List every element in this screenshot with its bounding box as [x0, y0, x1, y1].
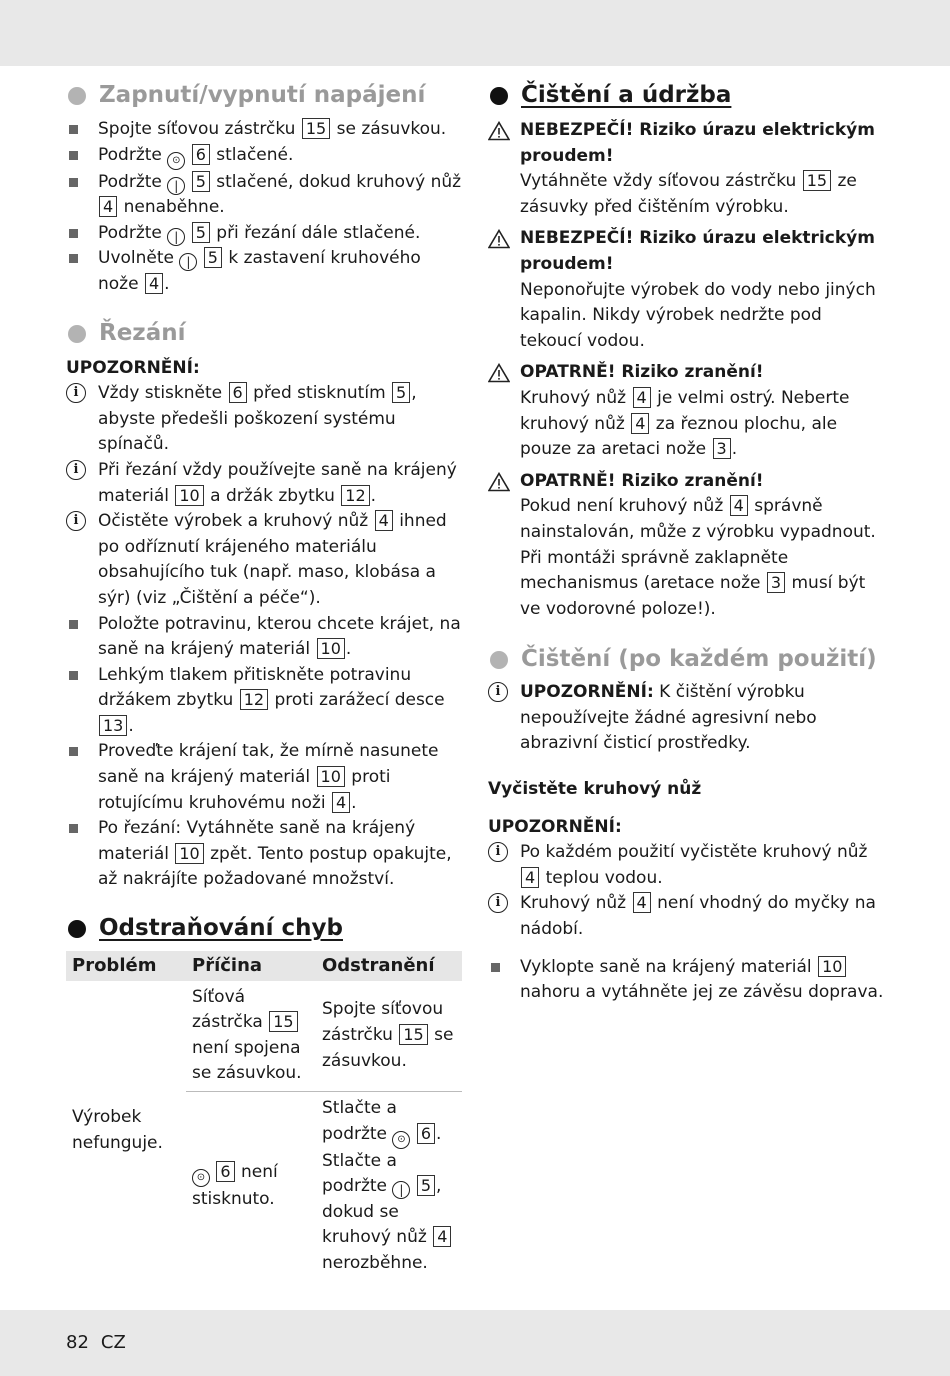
warning-triangle-icon	[488, 121, 510, 141]
square-bullet-icon	[69, 824, 78, 833]
cause-cell	[186, 981, 316, 1092]
info-note	[66, 381, 462, 458]
warning-block	[488, 360, 886, 462]
text-segment: nahoru a vytáhněte jej ze závěsu doprava.	[520, 982, 884, 1003]
square-bullet-icon	[69, 151, 78, 160]
part-number-badge: 5	[417, 1175, 435, 1196]
text-segment: teplou vodou.	[540, 867, 663, 888]
part-number-badge: 4	[633, 892, 651, 913]
warning-triangle-icon	[488, 229, 510, 249]
text-segment	[410, 1176, 415, 1196]
right-column	[488, 78, 886, 1006]
info-note	[488, 840, 886, 891]
text-segment: Očistěte výrobek a kruhový nůž	[98, 511, 374, 532]
text-segment	[210, 1162, 215, 1182]
text-segment: je velmi ostrý. Neberte kruhový nůž	[520, 387, 850, 434]
fix-cell	[316, 1092, 462, 1281]
col-header-problem: Problém	[66, 951, 186, 981]
power-button-icon: |	[167, 177, 185, 195]
part-number-badge: 6	[229, 382, 247, 403]
col-header-fix: Odstranění	[316, 951, 462, 981]
part-number-badge: 6	[216, 1161, 234, 1182]
text-segment: se zásuvkou.	[322, 1025, 454, 1071]
info-icon: i	[66, 383, 86, 403]
part-number-badge: 10	[175, 843, 203, 864]
part-number-badge: 6	[417, 1123, 435, 1144]
power-button-icon: |	[392, 1181, 410, 1199]
warning-block	[488, 469, 886, 623]
part-number-badge: 4	[375, 510, 393, 531]
warning-heading: NEBEZPEČÍ! Riziko úrazu elektrickým proudem!	[520, 228, 875, 274]
info-note	[66, 509, 462, 611]
bullet-dot-icon	[490, 651, 508, 669]
text-segment: není vhodný do myčky na nádobí.	[520, 893, 876, 940]
part-number-badge: 4	[433, 1226, 451, 1247]
bullet-dot-icon	[68, 325, 86, 343]
text-segment: Spojte síťovou zástrčku	[98, 119, 301, 139]
part-number-badge: 10	[818, 956, 846, 977]
part-number-badge: 15	[803, 170, 831, 191]
bullet-dot-icon	[68, 87, 86, 105]
text-segment: není spojena se zásuvkou.	[192, 1037, 302, 1084]
list-item	[66, 221, 462, 247]
list-item	[66, 663, 462, 740]
list-item	[66, 170, 462, 221]
power-button-icon: |	[167, 228, 185, 246]
part-number-badge: 3	[767, 572, 785, 593]
square-bullet-icon	[69, 254, 78, 263]
warning-text	[520, 494, 886, 622]
text-segment: Uvolněte	[98, 248, 180, 269]
part-number-badge: 5	[204, 247, 222, 268]
note-label: UPOZORNĚNÍ:	[488, 816, 622, 837]
warning-block	[488, 226, 886, 354]
text-segment: .	[345, 639, 352, 660]
info-note	[488, 891, 886, 942]
info-icon: i	[66, 460, 86, 480]
part-number-badge: 4	[730, 495, 748, 516]
warning-list	[488, 118, 886, 622]
key-button-icon: ⊙	[392, 1131, 410, 1149]
page-number: 82	[66, 1332, 89, 1353]
top-band	[0, 0, 950, 66]
bullet-dot-icon	[490, 87, 508, 105]
part-number-badge: 4	[633, 387, 651, 408]
part-number-badge: 15	[399, 1024, 427, 1045]
warning-text	[520, 169, 886, 220]
text-segment: Neponořujte výrobek do vody nebo jiných kapalin. Nikdy výrobek nedržte pod tekoucí vodou.	[520, 279, 876, 351]
part-number-badge: 4	[145, 273, 163, 294]
section-heading-cleaning: Čištění a údržba	[488, 78, 886, 112]
text-segment: Podržte	[98, 222, 168, 243]
text-segment	[185, 145, 190, 165]
text-segment: . Stlačte a podržte	[322, 1123, 442, 1197]
text-segment: Pokud není kruhový nůž	[520, 496, 729, 517]
warning-text	[520, 386, 886, 463]
part-number-badge: 4	[332, 792, 350, 813]
text-segment: nenaběhne.	[118, 197, 225, 218]
text-segment: Kruhový nůž	[520, 387, 632, 408]
power-button-icon: |	[179, 253, 197, 271]
part-number-badge: 4	[99, 196, 117, 217]
bullet-dot-icon	[68, 920, 86, 938]
text-segment: Vždy stiskněte	[98, 383, 228, 404]
part-number-badge: 5	[192, 171, 210, 192]
part-number-badge: 10	[317, 766, 345, 787]
warning-block	[488, 118, 886, 220]
warning-triangle-icon	[488, 363, 510, 383]
section-heading-cutting: Řezání	[66, 316, 462, 350]
key-button-icon: ⊙	[167, 152, 185, 170]
language-code: CZ	[100, 1332, 126, 1353]
list-item	[66, 143, 462, 170]
text-segment: .	[128, 715, 134, 736]
cause-cell	[186, 1092, 316, 1281]
warning-heading: NEBEZPEČÍ! Riziko úrazu elektrickým proudem!	[520, 120, 875, 166]
text-segment: se zásuvkou.	[331, 119, 447, 139]
warning-heading: OPATRNĚ! Riziko zranění!	[520, 362, 764, 383]
blade-notes	[488, 840, 886, 942]
left-column	[66, 78, 462, 1281]
warning-heading: OPATRNĚ! Riziko zranění!	[520, 470, 764, 491]
warning-triangle-icon	[488, 472, 510, 492]
text-segment: ze zásuvky před čištěním výrobku.	[520, 171, 857, 217]
square-bullet-icon	[69, 620, 78, 629]
info-icon: i	[488, 842, 508, 862]
text-segment: Položte potravinu, kterou chcete krájet, na saně na krájený materiál	[98, 613, 461, 660]
page-footer	[66, 1332, 138, 1353]
section-heading-troubleshooting: Odstraňování chyb	[66, 911, 462, 945]
text-segment: Kruhový nůž	[520, 893, 632, 914]
power-steps-list	[66, 117, 462, 298]
text-segment: Spojte síťovou zástrčku	[322, 999, 444, 1046]
list-item	[66, 739, 462, 816]
text-segment: před stisknutím	[247, 383, 392, 404]
part-number-badge: 3	[713, 438, 731, 459]
section-heading-power: Zapnutí/vypnutí napájení	[66, 78, 462, 112]
text-segment: Při řezání vždy používejte saně na krájený materiál	[98, 459, 457, 506]
text-segment: zpět. Tento postup opakujte, až nakrájíte požadované množství.	[98, 843, 452, 890]
square-bullet-icon	[69, 178, 78, 187]
cutting-notes	[66, 381, 462, 611]
text-segment	[197, 248, 202, 268]
text-segment: k zastavení kruhového nože	[98, 248, 421, 294]
table-header-row	[66, 951, 462, 981]
key-button-icon: ⊙	[192, 1169, 210, 1187]
square-bullet-icon	[69, 125, 78, 134]
text-segment: Po každém použití vyčistěte kruhový nůž	[520, 842, 868, 863]
part-number-badge: 6	[192, 144, 210, 165]
list-item	[66, 612, 462, 663]
text-segment: není stisknuto.	[192, 1161, 278, 1209]
text-segment: Proveďte krájení tak, že mírně nasunete saně na krájený materiál	[98, 741, 439, 788]
text-segment: Lehkým tlakem přitiskněte potravinu držákem zbytku	[98, 664, 412, 711]
text-segment: stlačené.	[210, 144, 294, 165]
text-segment: správně nainstalován, může z výrobku vypadnout. Při montáži správně zaklapněte mechanismus (aretace nože	[520, 496, 876, 594]
text-segment: , dokud se kruhový nůž	[322, 1176, 442, 1248]
bottom-band	[0, 1310, 950, 1376]
square-bullet-icon	[69, 671, 78, 680]
text-segment: , abyste předešli poškození systému spínačů.	[98, 383, 417, 455]
part-number-badge: 15	[302, 118, 330, 139]
text-segment: proti zarážecí desce	[269, 690, 445, 711]
text-segment: nerozběhne.	[322, 1252, 428, 1273]
col-header-cause: Příčina	[186, 951, 316, 981]
square-bullet-icon	[491, 963, 500, 972]
text-segment: a držák zbytku	[204, 485, 341, 506]
info-icon: i	[488, 682, 508, 702]
info-note	[66, 458, 462, 509]
part-number-badge: 10	[175, 485, 203, 506]
text-segment: za řeznou plochu, ale pouze za aretaci nože	[520, 413, 838, 460]
text-segment: .	[351, 792, 357, 813]
part-number-badge: 12	[341, 485, 369, 506]
part-number-badge: 4	[631, 413, 649, 434]
warning-text	[520, 278, 886, 355]
text-segment: Podržte	[98, 144, 168, 165]
text-segment: proti rotujícímu kruhovému noži	[98, 767, 391, 813]
square-bullet-icon	[69, 747, 78, 756]
fix-cell	[316, 981, 462, 1092]
text-segment: .	[370, 485, 377, 506]
info-icon: i	[488, 893, 508, 913]
list-item	[66, 117, 462, 143]
removal-steps-list	[488, 955, 886, 1006]
text-segment: Vytáhněte vždy síťovou zástrčku	[520, 171, 802, 192]
text-segment: při řezání dále stlačené.	[210, 222, 421, 243]
text-segment: Podržte	[98, 171, 168, 192]
subheading: Vyčistěte kruhový nůž	[488, 779, 702, 800]
part-number-badge: 5	[192, 222, 210, 243]
text-segment	[185, 223, 190, 243]
part-number-badge: 5	[392, 382, 410, 403]
part-number-badge: 15	[269, 1011, 297, 1032]
text-segment: .	[731, 439, 738, 460]
square-bullet-icon	[69, 229, 78, 238]
text-segment	[185, 172, 190, 192]
part-number-badge: 13	[99, 715, 127, 736]
cleaning-note: i UPOZORNĚNÍ: K čištění výrobku nepoužívejte žádné agresivní nebo abrazivní čisticí prostředky.	[488, 680, 886, 757]
note-label: UPOZORNĚNÍ:	[66, 357, 200, 378]
info-icon: i	[66, 511, 86, 531]
text-segment: Vyklopte saně na krájený materiál	[520, 956, 818, 977]
text-segment: ihned po odříznutí krájeného materiálu obsahujícího tuk (např. maso, klobása a sýr) (viz „Čištění a péče“).	[98, 511, 447, 608]
part-number-badge: 12	[240, 689, 268, 710]
cutting-steps-list	[66, 612, 462, 894]
section-heading-cleaning-after-use: Čištění (po každém použití)	[488, 642, 886, 676]
text-segment: musí být ve vodorovné poloze!).	[520, 573, 866, 619]
problem-cell: Výrobek nefunguje.	[72, 1107, 163, 1153]
list-item	[488, 955, 886, 1006]
part-number-badge: 10	[317, 638, 345, 659]
text-segment: .	[164, 273, 170, 294]
text-segment	[410, 1124, 415, 1144]
list-item	[66, 816, 462, 893]
text-segment: Po řezání: Vytáhněte saně na krájený materiál	[98, 818, 416, 864]
part-number-badge: 4	[521, 867, 539, 888]
list-item	[66, 246, 462, 297]
table-row	[66, 981, 462, 1092]
text-segment: Síťová zástrčka	[192, 986, 269, 1033]
troubleshooting-table	[66, 951, 462, 1281]
text-segment: Stlačte a podržte	[322, 1098, 397, 1144]
text-segment: stlačené, dokud kruhový nůž	[210, 171, 462, 192]
